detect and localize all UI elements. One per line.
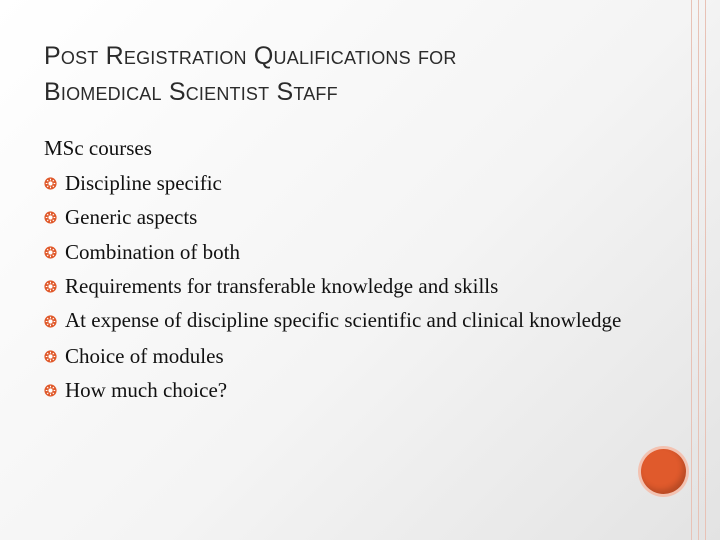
sun-bullet-icon — [44, 246, 57, 259]
bullet-text: Discipline specific — [65, 170, 222, 195]
sun-bullet-icon — [44, 211, 57, 224]
bullet-item — [44, 269, 644, 304]
slide-body — [44, 131, 644, 408]
accent-circle — [641, 449, 686, 494]
bullet-item — [44, 373, 644, 408]
bullet-text: Requirements for transferable knowledge and skills — [65, 274, 499, 298]
bullet-item — [44, 339, 644, 374]
bullet-text: How much choice? — [65, 378, 228, 402]
bullet-text: Choice of modules — [65, 343, 224, 368]
sun-bullet-icon — [44, 280, 57, 293]
frame-line-left — [691, 0, 692, 540]
bullet-item — [44, 235, 644, 270]
sun-bullet-icon — [44, 384, 57, 397]
slide-title-line-2: Biomedical Scientist Staff — [44, 78, 338, 106]
slide-title — [44, 38, 644, 110]
frame-line-mid — [698, 0, 699, 540]
bullet-text: At expense of discipline specific scientific and clinical knowledge — [65, 307, 622, 332]
bullet-text: Combination of both — [65, 239, 240, 264]
sun-bullet-icon — [44, 350, 57, 363]
bullet-item — [44, 304, 644, 339]
body-heading: MSc courses — [44, 136, 152, 160]
bullet-list — [44, 166, 644, 408]
slide-title-line-1: Post Registration Qualifications for — [44, 42, 457, 70]
bullet-item — [44, 200, 644, 235]
sun-bullet-icon — [44, 315, 57, 328]
sun-bullet-icon — [44, 177, 57, 190]
bullet-item — [44, 166, 644, 201]
bullet-text: Generic aspects — [65, 205, 198, 229]
frame-line-right — [705, 0, 706, 540]
